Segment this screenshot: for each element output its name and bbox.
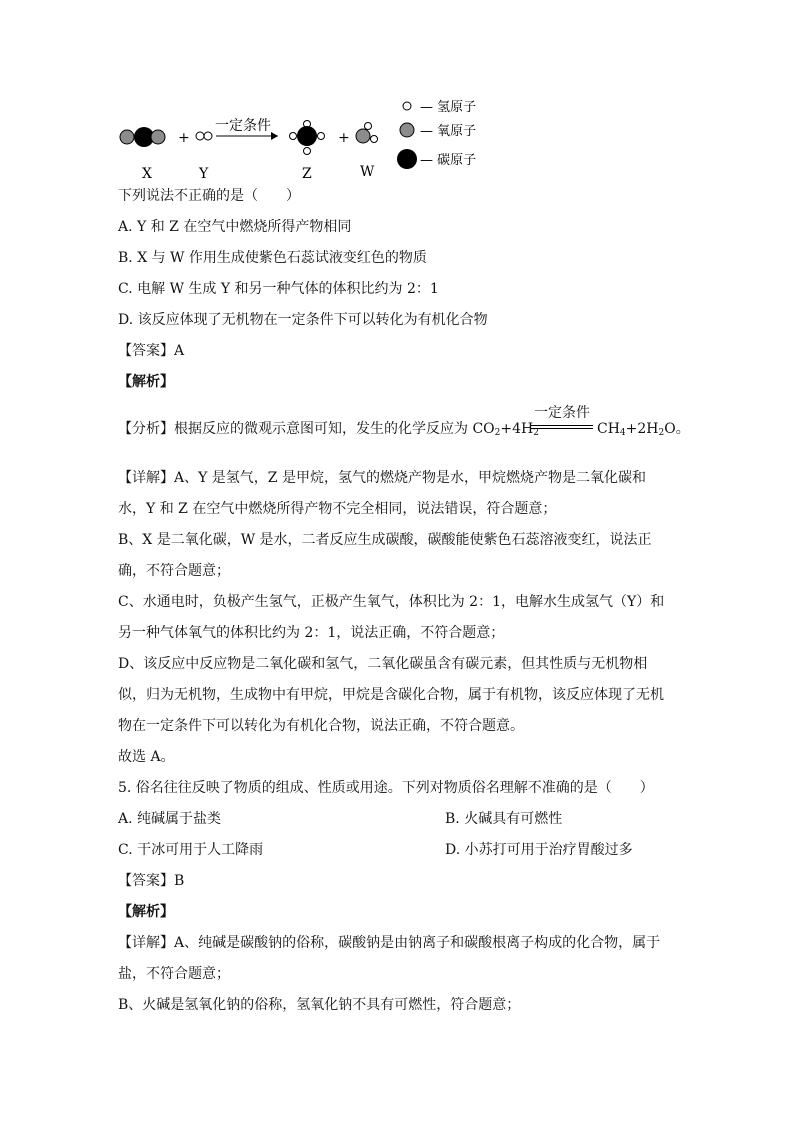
q4-detail-3: B、X 是二氧化碳，W 是水，二者反应生成碳酸，碳酸能使紫色石蕊溶液变红，说法正: [118, 532, 652, 548]
q4-option-c: C. 电解 W 生成 Y 和另一种气体的体积比约为 2：1: [118, 281, 439, 297]
q4-fenxi: [118, 419, 539, 443]
q5-detail-1: 【详解】A、纯碱是碳酸钠的俗称，碳酸钠是由钠离子和碳酸根离子构成的化合物，属于: [118, 935, 661, 951]
q5-option-c: C. 干冰可用于人工降雨: [118, 842, 264, 858]
legend-oxygen: — 氧原子: [420, 124, 477, 139]
legend-carbon: — 碳原子: [420, 153, 477, 168]
fenxi-text: 根据反应的微观示意图可知，发生的化学反应为: [174, 421, 473, 437]
equation-bar-bottom: [531, 428, 593, 429]
q5-stem: 5. 俗名往往反映了物质的组成、性质或用途。下列对物质俗名理解不准确的是（ ）: [118, 780, 654, 796]
condition-label: 一定条件: [215, 118, 271, 134]
q5-detail-3: B、火碱是氢氧化钠的俗称，氢氧化钠不具有可燃性，符合题意；: [118, 997, 521, 1013]
q4-detail-6: 另一种气体氧气的体积比约为 2：1，说法正确，不符合题意；: [118, 625, 505, 641]
molecule-y: [196, 132, 212, 140]
q4-option-a: A. Y 和 Z 在空气中燃烧所得产物相同: [118, 219, 352, 235]
q4-detail-9: 物在一定条件下可以转化为有机化合物，说法正确，不符合题意。: [118, 718, 524, 734]
label-y: Y: [199, 166, 209, 182]
equation-bar-top: [531, 425, 593, 426]
q5-option-d: D. 小苏打可用于治疗胃酸过多: [445, 842, 633, 858]
molecule-w: [356, 123, 378, 144]
legend-hydrogen: — 氢原子: [420, 100, 477, 115]
equation-condition: 一定条件: [534, 405, 590, 421]
equation-right: $CH_4+2H_2O$。: [597, 421, 690, 438]
q4-option-d: D. 该反应体现了无机物在一定条件下可以转化为有机化合物: [118, 312, 488, 328]
q5-option-a: A. 纯碱属于盐类: [118, 811, 222, 827]
q4-detail-2: 水，Y 和 Z 在空气中燃烧所得产物不完全相同，说法错误，符合题意；: [118, 501, 557, 517]
label-z: Z: [302, 166, 312, 182]
q4-analysis-heading: 【解析】: [118, 374, 174, 390]
legend: [397, 100, 476, 169]
fenxi-prefix: 【分析】: [118, 421, 174, 437]
q5-option-b: B. 火碱具有可燃性: [445, 811, 563, 827]
label-x: X: [142, 166, 152, 182]
q4-detail-10: 故选 A。: [118, 749, 175, 765]
arrow-head-icon: [271, 132, 278, 140]
molecule-z: [290, 121, 325, 155]
q5-analysis-heading: 【解析】: [118, 904, 174, 920]
q4-answer: 【答案】A: [118, 343, 185, 359]
q4-stem: 下列说法不正确的是（ ）: [118, 188, 300, 204]
label-w: W: [360, 164, 375, 180]
plus-sign-1: +: [178, 130, 190, 146]
equation-left: $CO_2+4H_2$: [472, 421, 539, 438]
q5-detail-2: 盐，不符合题意；: [118, 966, 230, 982]
q4-detail-7: D、该反应中反应物是二氧化碳和氢气，二氧化碳虽含有碳元素，但其性质与无机物相: [118, 656, 648, 672]
q4-detail-5: C、水通电时，负极产生氢气，正极产生氧气，体积比为 2：1，电解水生成氢气（Y）和: [118, 594, 665, 610]
plus-sign-2: +: [338, 130, 350, 146]
q4-detail-1: 【详解】A、Y 是氢气，Z 是甲烷，氢气的燃烧产物是水，甲烷燃烧产物是二氧化碳和: [118, 470, 646, 486]
molecule-x: [120, 127, 165, 147]
q4-option-b: B. X 与 W 作用生成使紫色石蕊试液变红色的物质: [118, 250, 427, 266]
q4-detail-4: 确，不符合题意；: [118, 563, 230, 579]
reaction-diagram: [110, 90, 530, 185]
q4-detail-8: 似，归为无机物，生成物中有甲烷，甲烷是含碳化合物，属于有机物，该反应体现了无机: [118, 687, 664, 703]
q5-answer: 【答案】B: [118, 873, 185, 889]
